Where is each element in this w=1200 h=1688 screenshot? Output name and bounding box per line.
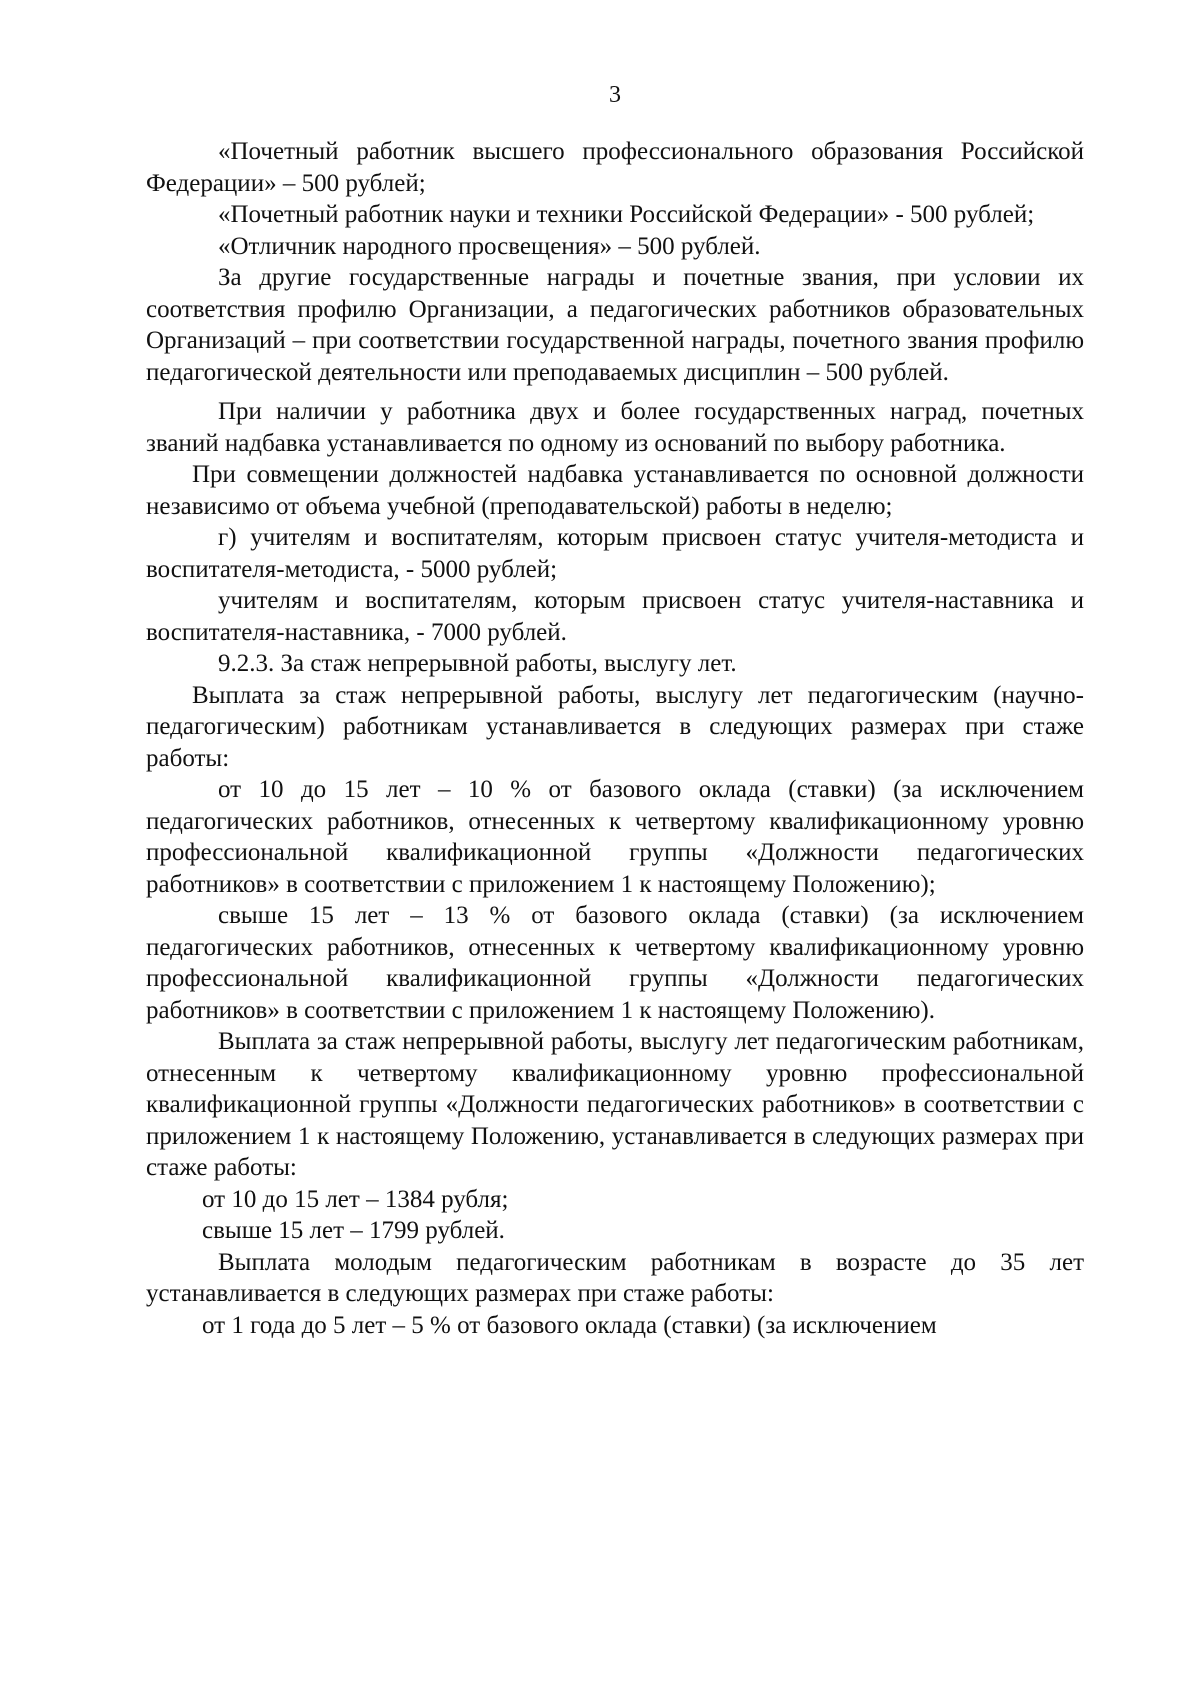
paragraph-combined-positions: При совмещении должностей надбавка устанавливается по основной должности независимо от объема учебной (преподавательской) работы в неделю; (146, 461, 1084, 520)
paragraph-methodist-status: г) учителям и воспитателям, которым присвоен статус учителя-методиста и воспитателя-методиста, - 5000 рублей; (146, 524, 1084, 583)
paragraph-honorary-higher-education: «Почетный работник высшего профессионального образования Российской Федерации» – 500 рублей; (146, 138, 1084, 197)
paragraph-seniority-intro: Выплата за стаж непрерывной работы, выслугу лет педагогическим (научно-педагогическим) работникам устанавливается в следующих размерах при стаже работы: (146, 681, 1084, 772)
paragraph-multiple-awards: При наличии у работника двух и более государственных наград, почетных званий надбавка устанавливается по одному из оснований по выбору работника. (146, 398, 1084, 457)
paragraph-other-awards: За другие государственные награды и почетные звания, при условии их соответствия профилю Организации, а педагогических работников образовательных Организаций – при соответствии государственной награды, почетного звания профилю педагогической деятельности или преподаваемых дисциплин – 500 рублей. (146, 264, 1084, 386)
paragraph-seniority-over-15: свыше 15 лет – 13 % от базового оклада (ставки) (за исключением педагогических работников, отнесенных к четвертому квалификационному уровню профессиональной квалификационной группы «Должности педагогических работников» в соответствии с приложением 1 к настоящему Положению). (146, 902, 1084, 1024)
paragraph-young-1-5: от 1 года до 5 лет – 5 % от базового оклада (ставки) (за исключением (202, 1311, 937, 1339)
paragraph-seniority-10-15: от 10 до 15 лет – 10 % от базового оклада (ставки) (за исключением педагогических работников, отнесенных к четвертому квалификационному уровню профессиональной квалификационной группы «Должности педагогических работников» в соответствии с приложением 1 к настоящему Положению); (146, 776, 1084, 898)
document-body (146, 136, 1084, 1341)
paragraph-fixed-10-15: от 10 до 15 лет – 1384 рубля; (202, 1185, 509, 1213)
page-number: 3 (609, 82, 621, 108)
paragraph-young-teachers: Выплата молодым педагогическим работникам в возрасте до 35 лет устанавливается в следующих размерах при стаже работы: (146, 1248, 1084, 1307)
paragraph-excellent-education: «Отличник народного просвещения» – 500 рублей. (218, 232, 761, 260)
section-heading-9-2-3: 9.2.3. За стаж непрерывной работы, выслугу лет. (218, 650, 737, 677)
paragraph-seniority-fourth-level: Выплата за стаж непрерывной работы, выслугу лет педагогическим работникам, отнесенным к четвертому квалификационному уровню профессиональной квалификационной группы «Должности педагогических работников» в соответствии с приложением 1 к настоящему Положению, устанавливается в следующих размерах при стаже работы: (146, 1028, 1084, 1181)
paragraph-honorary-science: «Почетный работник науки и техники Российской Федерации» - 500 рублей; (218, 201, 1035, 228)
paragraph-mentor-status: учителям и воспитателям, которым присвоен статус учителя-наставника и воспитателя-наставника, - 7000 рублей. (146, 587, 1084, 646)
paragraph-fixed-over-15: свыше 15 лет – 1799 рублей. (202, 1217, 505, 1244)
